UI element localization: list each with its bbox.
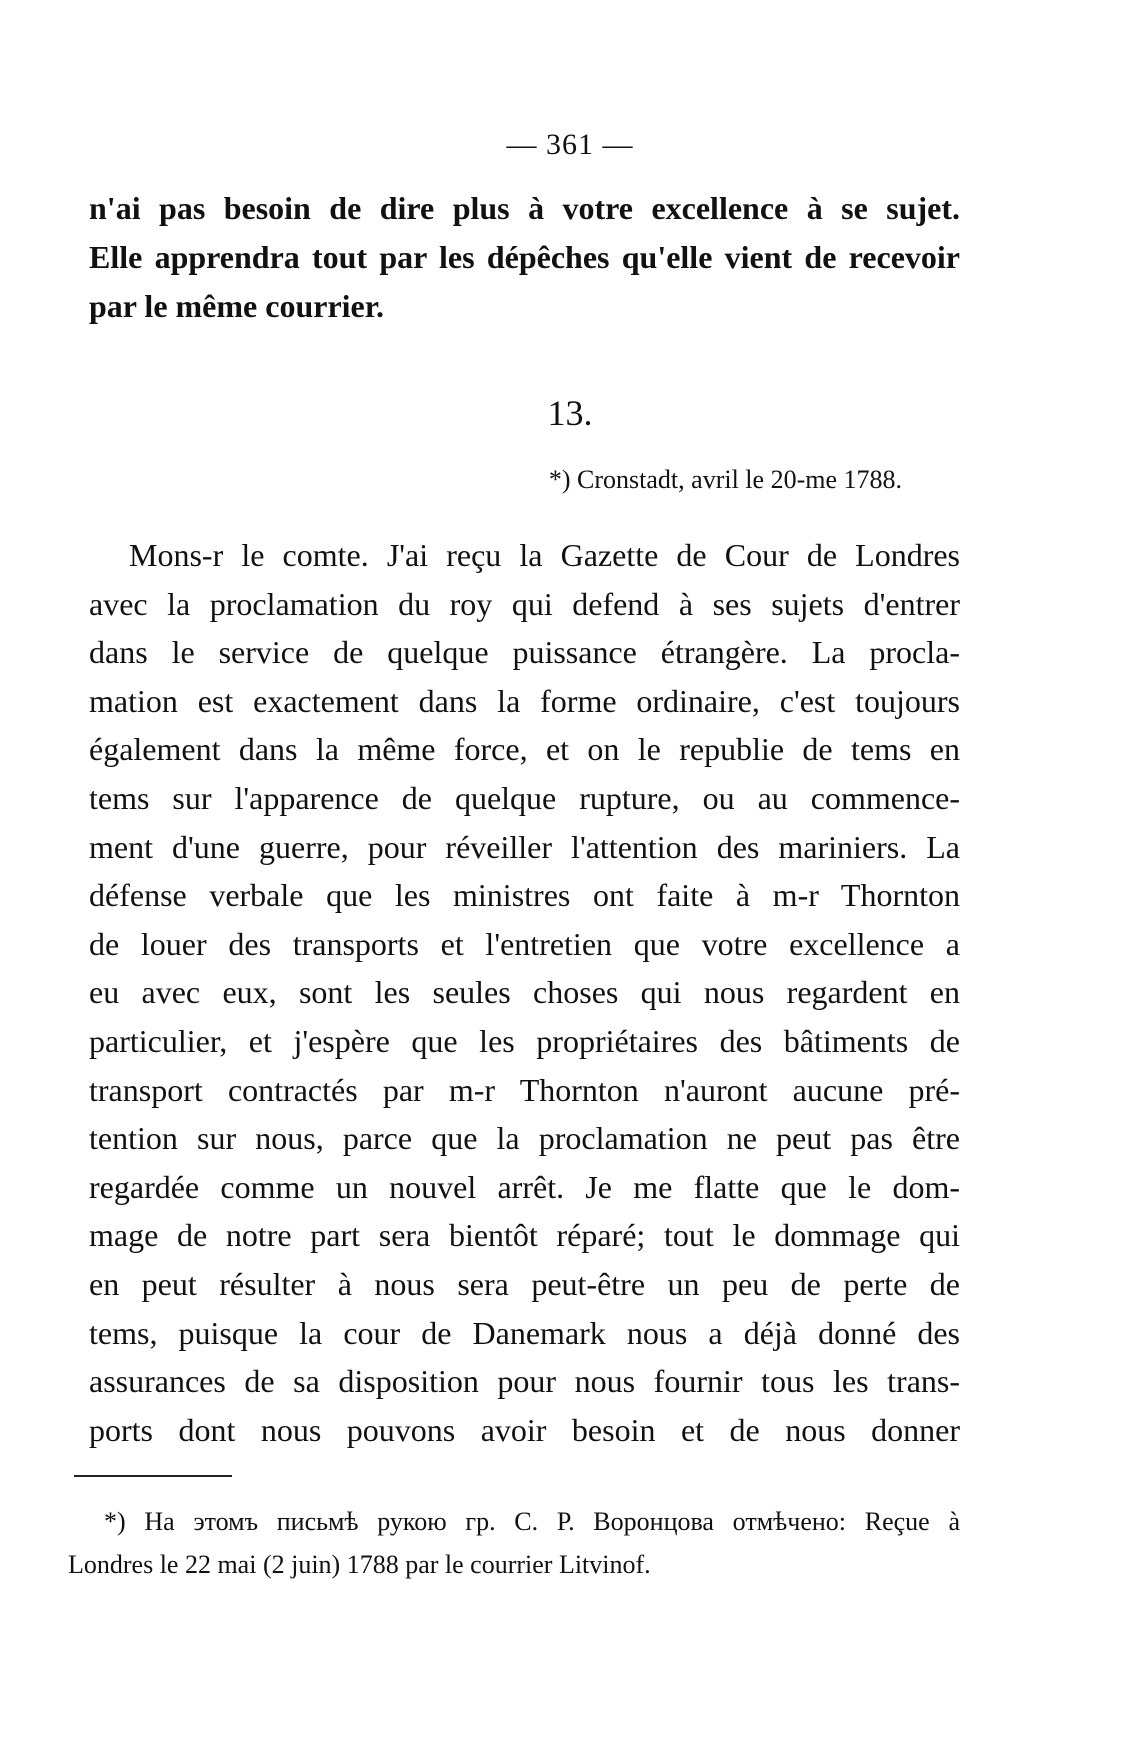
body-line: également dans la même force, et on le republie de tems en xyxy=(89,731,960,768)
body-line: en peut résulter à nous sera peut-être un peu de perte de xyxy=(89,1265,960,1302)
body-line: mage de notre part sera bientôt réparé; tout le dommage qui xyxy=(89,1217,960,1254)
body-line: eu avec eux, sont les seules choses qui nous regardent en xyxy=(89,974,960,1011)
intro-line: n'ai pas besoin de dire plus à votre excellence à se sujet. xyxy=(89,190,960,226)
body-line: de louer des transports et l'entretien que votre excellence a xyxy=(89,925,960,962)
body-line: tems sur l'apparence de quelque rupture, ou au commence- xyxy=(89,779,960,816)
body-line: dans le service de quelque puissance étrangère. La procla- xyxy=(89,634,960,671)
body-line: particulier, et j'espère que les propriétaires des bâtiments de xyxy=(89,1022,960,1059)
body-line: tention sur nous, parce que la proclamation ne peut pas être xyxy=(89,1120,960,1157)
intro-paragraph xyxy=(89,184,960,331)
body-line: tems, puisque la cour de Danemark nous a déjà donné des xyxy=(89,1314,960,1351)
letter-dateline: *) Cronstadt, avril le 20-me 1788. xyxy=(548,465,902,494)
body-line: transport contractés par m-r Thornton n'auront aucune pré- xyxy=(89,1071,960,1108)
intro-line: par le même courrier. xyxy=(89,288,384,324)
footnote-line: *) На этомъ письмѣ рукою гр. С. Р. Воронцова отмѣчено: Reçue à xyxy=(104,1507,960,1536)
body-line: regardée comme un nouvel arrêt. Je me flatte que le dom- xyxy=(89,1168,960,1205)
body-line: ment d'une guerre, pour réveiller l'attention des mariniers. La xyxy=(89,828,960,865)
footnote-line: Londres le 22 mai (2 juin) 1788 par le courrier Litvinof. xyxy=(68,1550,651,1579)
body-line: défense verbale que les ministres ont faite à m-r Thornton xyxy=(89,877,960,914)
footnote-divider xyxy=(74,1475,232,1477)
body-line: avec la proclamation du roy qui defend à ses sujets d'entrer xyxy=(89,585,960,622)
page-number: — 361 — xyxy=(506,128,634,161)
body-line: ports dont nous pouvons avoir besoin et de nous donner xyxy=(89,1411,960,1448)
footnote xyxy=(68,1500,960,1586)
body-line: assurances de sa disposition pour nous fournir tous les trans- xyxy=(89,1363,960,1400)
body-line: mation est exactement dans la forme ordinaire, c'est toujours xyxy=(89,682,960,719)
letter-number: 13. xyxy=(547,393,593,433)
body-line: Mons-r le comte. J'ai reçu la Gazette de Cour de Londres xyxy=(129,537,960,573)
intro-line: Elle apprendra tout par les dépêches qu'elle vient de recevoir xyxy=(89,239,960,275)
letter-body xyxy=(89,531,960,1454)
